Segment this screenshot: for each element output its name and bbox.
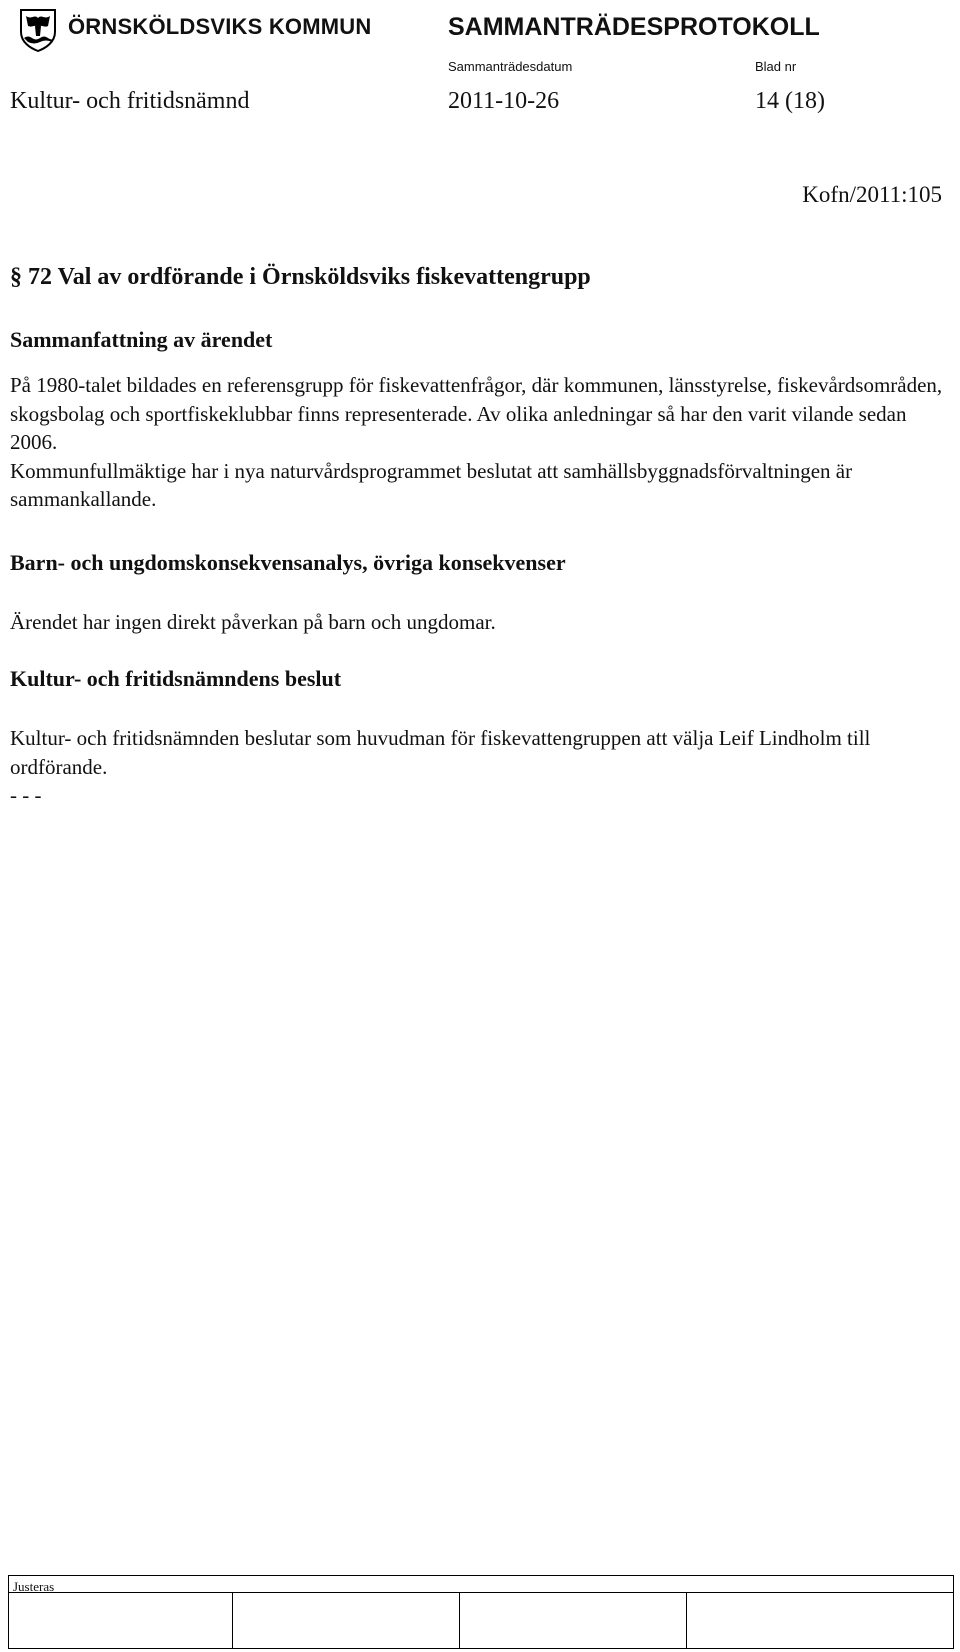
summary-paragraph: På 1980-talet bildades en referensgrupp för fiskevattenfrågor, där kommunen, länsstyrelse, fiskevårdsområden, skogsbolag och sportfiskeklubbar finns representerade. Av olika anledningar så har den varit vilande sedan 2006. xyxy=(10,373,943,454)
section-heading-summary: Sammanfattning av ärendet xyxy=(10,327,273,352)
signature-cell-divider xyxy=(686,1592,687,1648)
page-number: 14 (18) xyxy=(755,88,825,114)
section-body-summary xyxy=(10,371,945,514)
signature-label: Justeras xyxy=(13,1579,55,1594)
date-label: Sammanträdesdatum xyxy=(448,59,573,74)
signature-cell-divider xyxy=(459,1592,460,1648)
decision-separator: - - - xyxy=(10,783,42,807)
decision-paragraph: Kultur- och fritidsnämnden beslutar som huvudman för fiskevattengruppen att välja Leif Lindholm till ordförande. xyxy=(10,726,871,779)
signature-divider xyxy=(9,1592,953,1593)
municipality-name: ÖRNSKÖLDSVIKS KOMMUN xyxy=(68,14,372,39)
document-type: SAMMANTRÄDESPROTOKOLL xyxy=(448,13,820,41)
consequences-paragraph: Ärendet har ingen direkt påverkan på barn och ungdomar. xyxy=(10,610,496,634)
committee-name: Kultur- och fritidsnämnd xyxy=(10,88,250,114)
item-title: § 72 Val av ordförande i Örnsköldsviks fiskevattengrupp xyxy=(10,264,591,290)
section-body-decision xyxy=(10,724,945,810)
meeting-date: 2011-10-26 xyxy=(448,88,560,114)
municipality-crest-icon xyxy=(18,8,58,52)
signature-table xyxy=(8,1575,954,1649)
signature-cell-divider xyxy=(232,1592,233,1648)
section-heading-decision: Kultur- och fritidsnämndens beslut xyxy=(10,666,342,691)
page-label: Blad nr xyxy=(755,59,797,74)
case-number: Kofn/2011:105 xyxy=(802,182,942,207)
section-heading-consequences: Barn- och ungdomskonsekvensanalys, övriga konsekvenser xyxy=(10,550,566,575)
section-body-consequences xyxy=(10,608,945,637)
summary-paragraph: Kommunfullmäktige har i nya naturvårdsprogrammet beslutat att samhällsbyggnadsförvaltningen är sammankallande. xyxy=(10,458,853,511)
